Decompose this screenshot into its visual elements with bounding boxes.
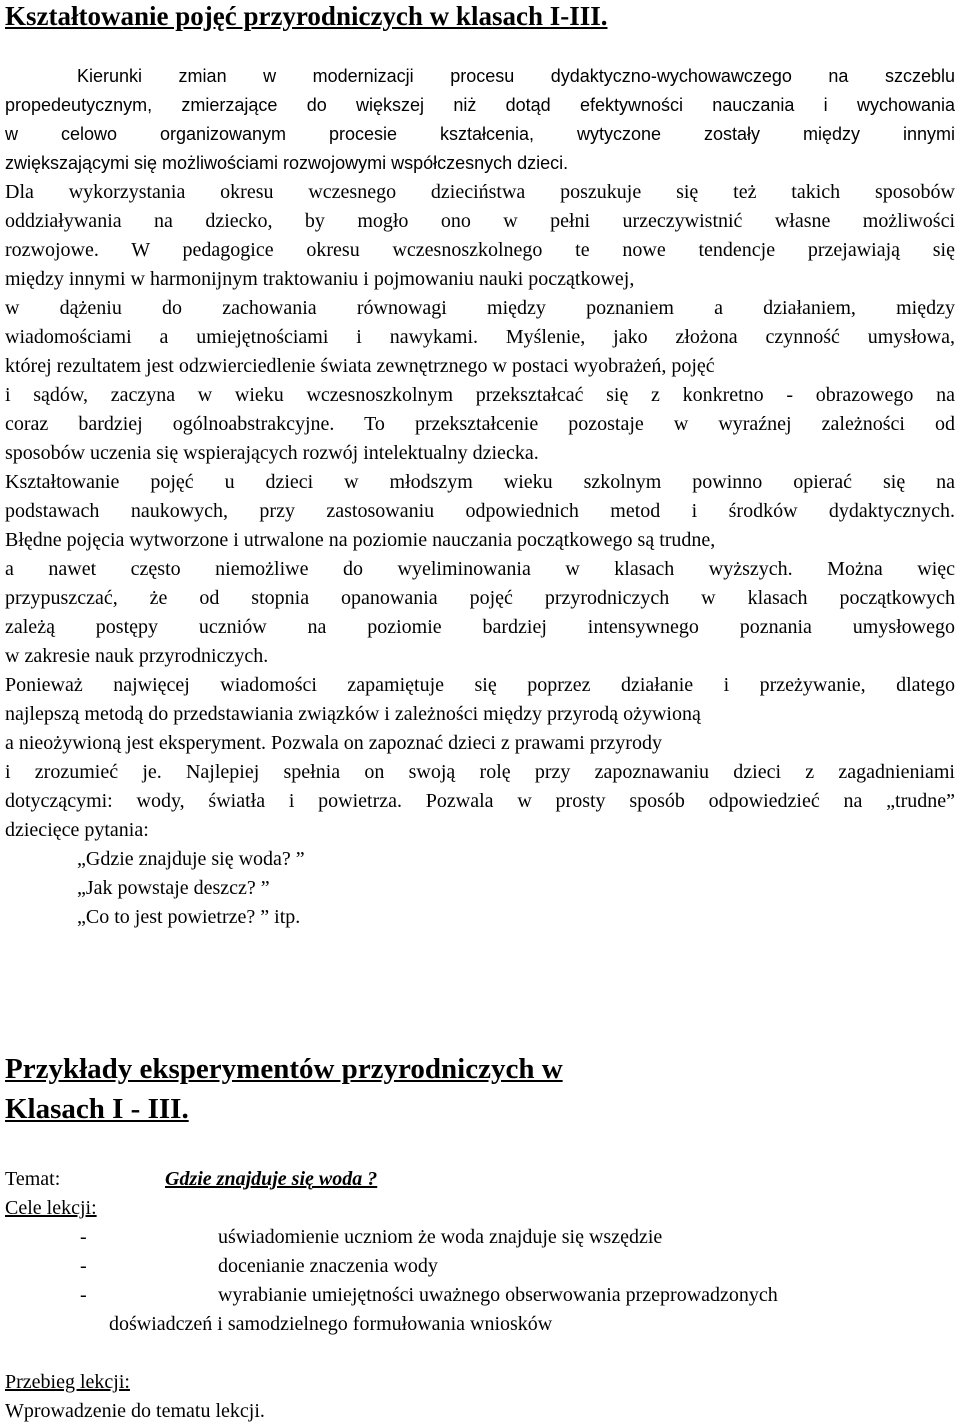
text-line: zależą postępy uczniów na poziomie bardziej intensywnego poznania umysłowego: [5, 616, 955, 638]
text-line: rozwojowe. W pedagogice okresu wczesnoszkolnego te nowe tendencje przejawiają się: [5, 239, 955, 261]
text-line: a nieożywioną jest eksperyment. Pozwala on zapoznać dzieci z prawami przyrody: [5, 732, 662, 754]
bullet-dash: -: [80, 1255, 87, 1277]
text-line: zwiększającymi się możliwościami rozwojowymi współczesnych dzieci.: [5, 153, 569, 173]
section-heading-line-1: Przykłady eksperymentów przyrodniczych w: [5, 1053, 563, 1085]
text-line: i zrozumieć je. Najlepiej spełnia on swoją rolę przy zapoznawaniu dzieci z zagadnieniami: [5, 761, 955, 783]
intro-line: Wprowadzenie do tematu lekcji.: [5, 1400, 265, 1422]
przebieg-label-wrap: [5, 1368, 130, 1397]
bullet-dash: -: [80, 1284, 87, 1306]
text-line: propedeutycznym, zmierzające do większej niż dotąd efektywności nauczania i wychowania: [5, 95, 955, 115]
text-line: Ponieważ najwięcej wiadomości zapamiętuje się poprzez działanie i przeżywanie, dlatego: [5, 674, 955, 696]
text-line: sposobów uczenia się wspierających rozwój intelektualny dziecka.: [5, 442, 539, 464]
text-line: Błędne pojęcia wytworzone i utrwalone na poziomie nauczania początkowego są trudne,: [5, 529, 716, 551]
temat-label: Temat:: [5, 1168, 61, 1190]
goal-item: wyrabianie umiejętności uważnego obserwowania przeprowadzonych: [218, 1284, 778, 1306]
text-line: w zakresie nauk przyrodniczych.: [5, 645, 269, 667]
text-line: podstawach naukowych, przy zastosowaniu odpowiednich metod i środków dydaktycznych.: [5, 500, 955, 522]
section-heading-line-2: Klasach I - III.: [5, 1093, 189, 1125]
temat-value: Gdzie znajduje się woda ?: [165, 1168, 378, 1190]
text-line: wiadomościami a umiejętnościami i nawykami. Myślenie, jako złożona czynność umysłowa,: [5, 326, 955, 348]
text-line: coraz bardziej ogólnoabstrakcyjne. To przekształcenie pozostaje w wyraźnej zależności od: [5, 413, 955, 435]
cele-label: Cele lekcji:: [5, 1197, 97, 1219]
bullet-dash: -: [80, 1226, 87, 1248]
question-line: „Gdzie znajduje się woda? ”: [77, 848, 305, 870]
goal-item: uświadomienie uczniom że woda znajduje się wszędzie: [218, 1226, 663, 1248]
text-line: której rezultatem jest odzwierciedlenie świata zewnętrznego w postaci wyobrażeń, pojęć: [5, 355, 715, 377]
page-title: Kształtowanie pojęć przyrodniczych w klasach I-III.: [5, 1, 608, 31]
text-line: i sądów, zaczyna w wieku wczesnoszkolnym przekształcać się z konkretno - obrazowego na: [5, 384, 955, 406]
text-line: między innymi w harmonijnym traktowaniu i pojmowaniu nauki początkowej,: [5, 268, 635, 290]
przebieg-label: Przebieg lekcji:: [5, 1371, 130, 1393]
text-line: Kształtowanie pojęć u dzieci w młodszym wieku szkolnym powinno opierać się na: [5, 471, 955, 493]
goal-item-continuation: doświadczeń i samodzielnego formułowania wniosków: [109, 1313, 553, 1335]
text-line: a nawet często niemożliwe do wyeliminowania w klasach wyższych. Można więc: [5, 558, 955, 580]
text-line: Kierunki zmian w modernizacji procesu dydaktyczno-wychowawczego na szczeblu: [77, 66, 955, 86]
text-line: Dla wykorzystania okresu wczesnego dzieciństwa poszukuje się też takich sposobów: [5, 181, 955, 203]
text-line: najlepszą metodą do przedstawiania związków i zależności między przyrodą ożywioną: [5, 703, 701, 725]
question-line: „Jak powstaje deszcz? ”: [77, 877, 270, 899]
goal-item: docenianie znaczenia wody: [218, 1255, 438, 1277]
cele-label-wrap: [5, 1194, 97, 1223]
text-line: w celowo organizowanym procesie kształcenia, wytyczone zostały między innymi: [5, 124, 955, 144]
text-line: przypuszczać, że od stopnia opanowania pojęć przyrodniczych w klasach początkowych: [5, 587, 955, 609]
text-line: oddziaływania na dziecko, by mogło ono w pełni urzeczywistnić własne możliwości: [5, 210, 955, 232]
text-line: dotyczącymi: wody, światła i powietrza. Pozwala w prosty sposób odpowiedzieć na „trudne”: [5, 790, 955, 812]
text-line: w dążeniu do zachowania równowagi między poznaniem a działaniem, między: [5, 297, 955, 319]
text-line: dziecięce pytania:: [5, 819, 149, 841]
question-line: „Co to jest powietrze? ” itp.: [77, 906, 301, 928]
